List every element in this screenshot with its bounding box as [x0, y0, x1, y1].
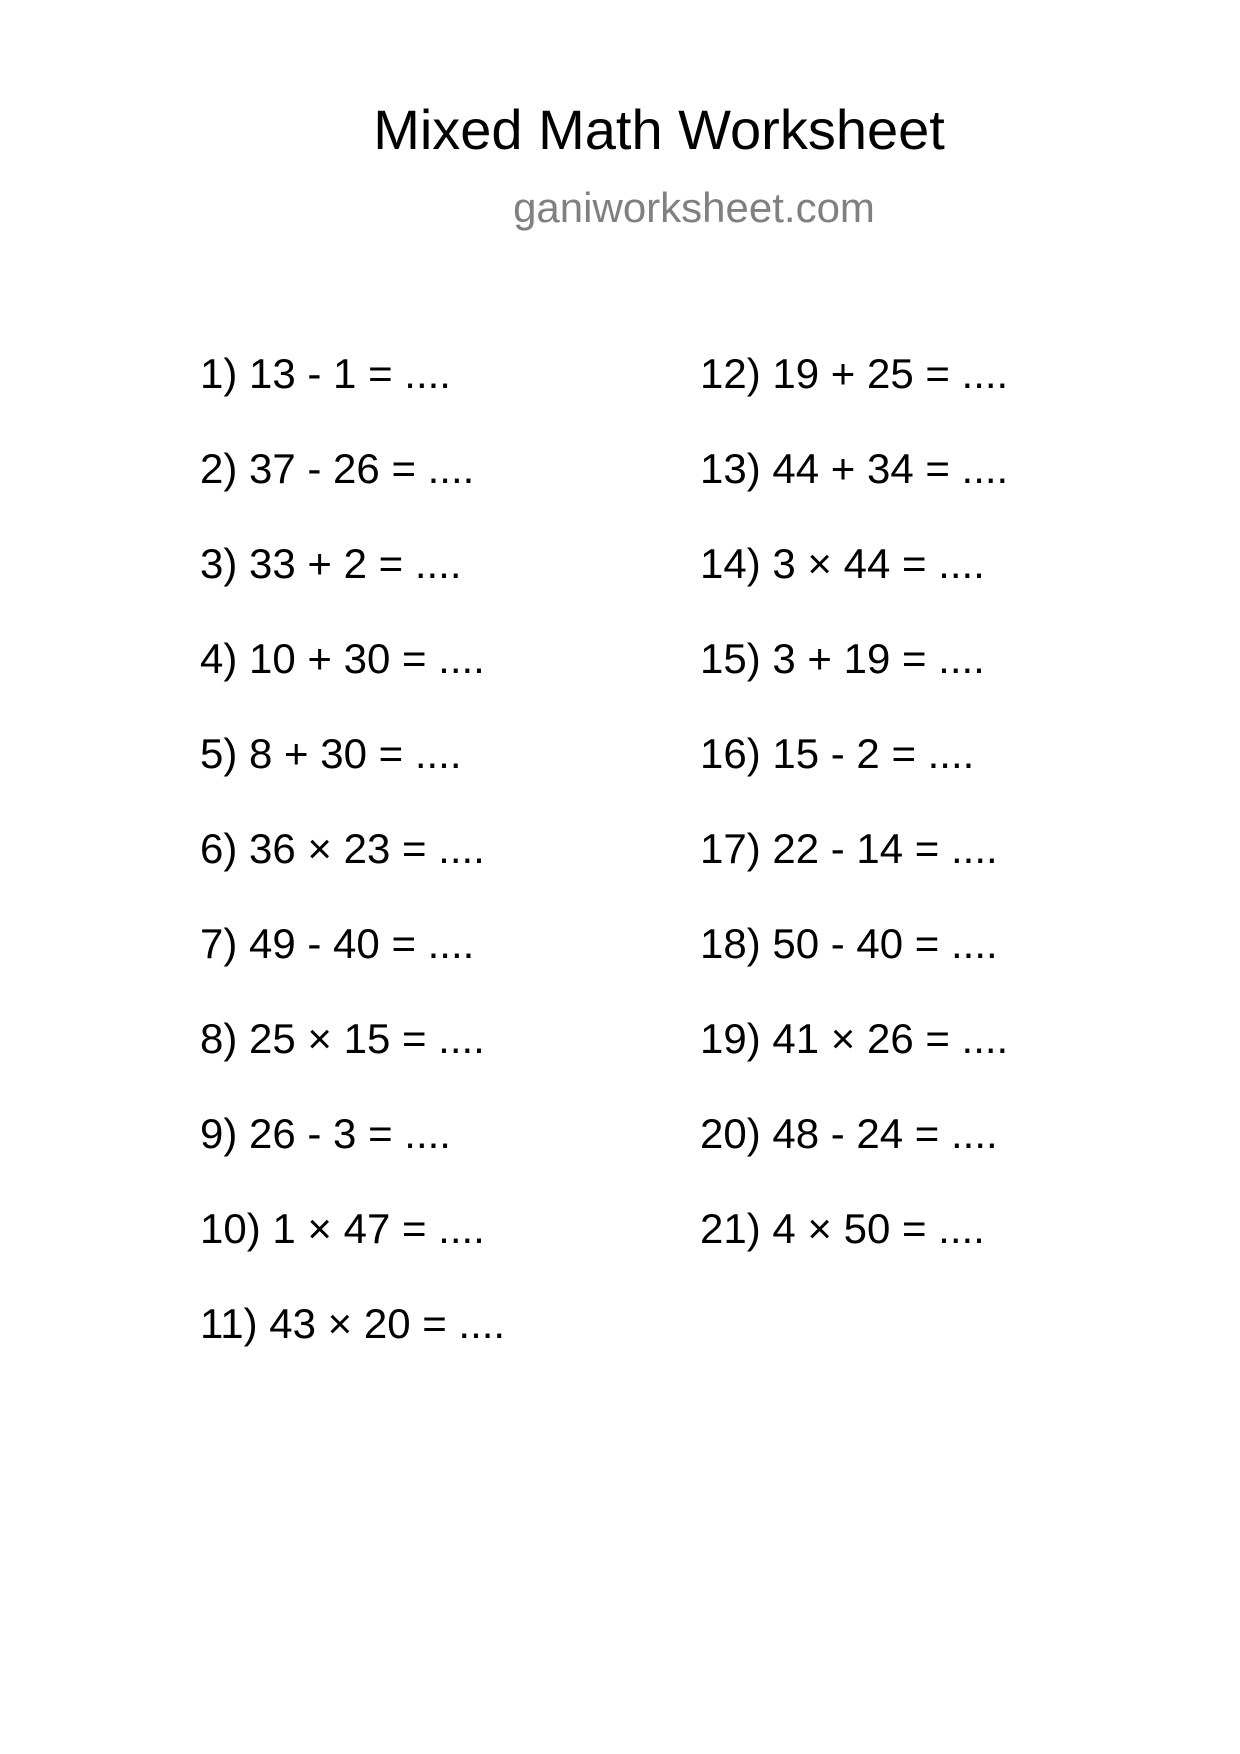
- problem-item: 21) 4 × 50 = ....: [700, 1205, 985, 1252]
- problem-item: 6) 36 × 23 = ....: [200, 825, 485, 872]
- problem-item: 5) 8 + 30 = ....: [200, 730, 462, 777]
- problem-column-right: [700, 350, 1008, 1300]
- problem-item: 9) 26 - 3 = ....: [200, 1110, 451, 1157]
- problem-column-left: [200, 350, 505, 1395]
- problem-item: 16) 15 - 2 = ....: [700, 730, 975, 777]
- problem-item: 4) 10 + 30 = ....: [200, 635, 485, 682]
- problem-item: 10) 1 × 47 = ....: [200, 1205, 485, 1252]
- problem-item: 13) 44 + 34 = ....: [700, 445, 1009, 492]
- problem-item: 18) 50 - 40 = ....: [700, 920, 998, 967]
- problem-item: 2) 37 - 26 = ....: [200, 445, 475, 492]
- site-url: ganiworksheet.com: [513, 184, 875, 231]
- problem-item: 11) 43 × 20 = ....: [200, 1300, 506, 1347]
- problem-item: 8) 25 × 15 = ....: [200, 1015, 485, 1062]
- problem-item: 14) 3 × 44 = ....: [700, 540, 985, 587]
- problem-item: 3) 33 + 2 = ....: [200, 540, 462, 587]
- problem-item: 15) 3 + 19 = ....: [700, 635, 985, 682]
- problem-item: 1) 13 - 1 = ....: [200, 350, 451, 397]
- problem-item: 19) 41 × 26 = ....: [700, 1015, 1009, 1062]
- problem-item: 20) 48 - 24 = ....: [700, 1110, 998, 1157]
- problem-item: 12) 19 + 25 = ....: [700, 350, 1009, 397]
- page-title: Mixed Math Worksheet: [373, 98, 945, 161]
- problem-item: 17) 22 - 14 = ....: [700, 825, 998, 872]
- problem-item: 7) 49 - 40 = ....: [200, 920, 475, 967]
